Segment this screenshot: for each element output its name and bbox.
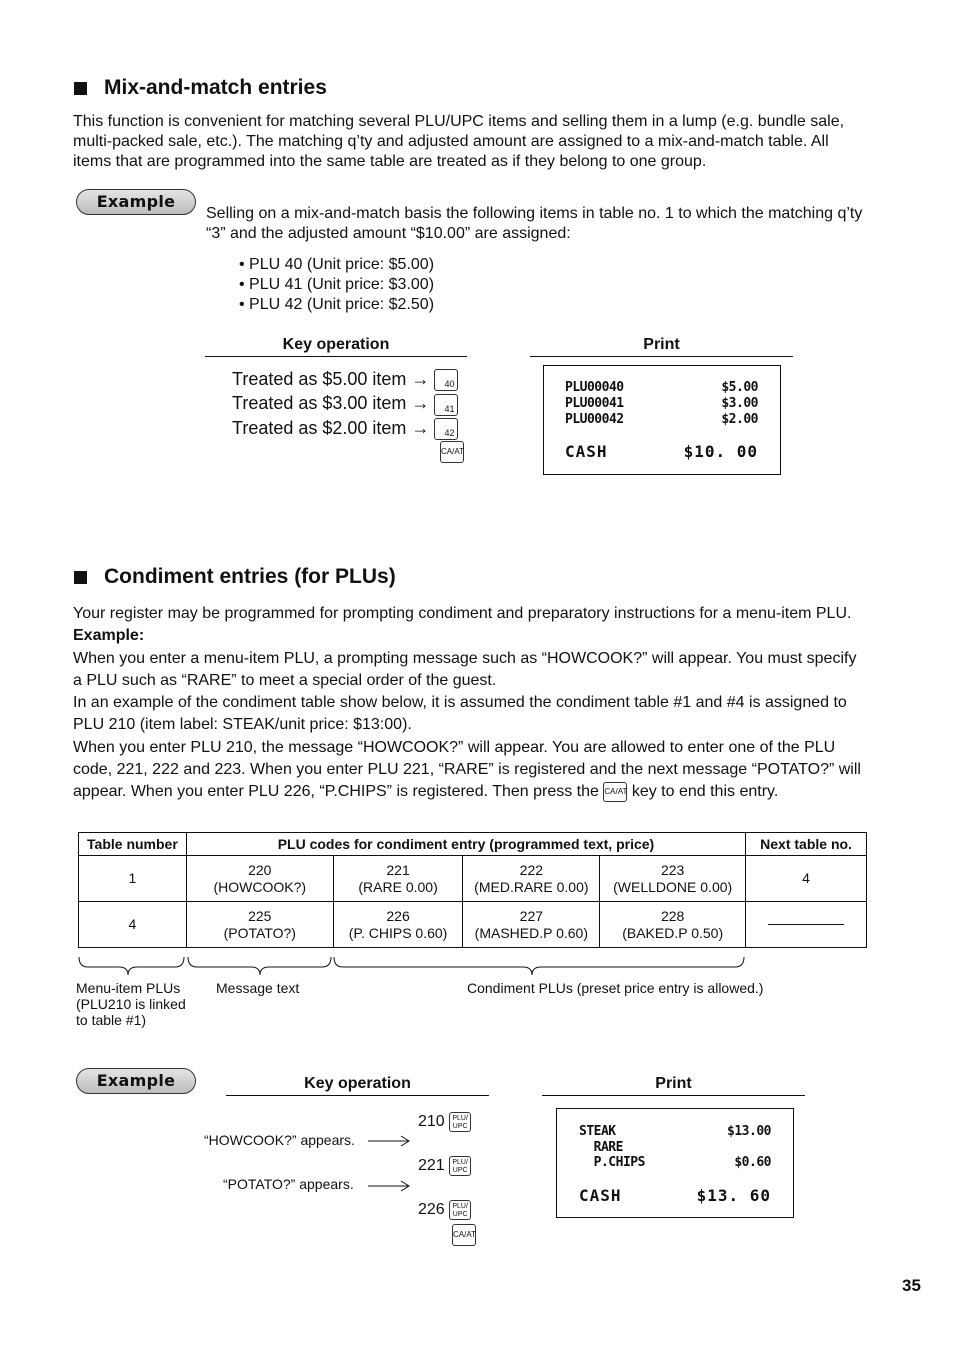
condiment-table: [78, 832, 867, 948]
table-cell-empty-next: [746, 902, 867, 948]
table-cell: 1: [79, 856, 187, 902]
key-entry-221: 221 PLU/ UPC: [418, 1156, 471, 1176]
print-header-2: Print: [542, 1075, 805, 1096]
menu-item-label: Menu-item PLUs (PLU210 is linked to table #1): [76, 980, 186, 1028]
table-cell: 223 (WELLDONE 0.00): [600, 856, 746, 902]
table-cell: 4: [79, 902, 187, 948]
table-header-row: [79, 833, 867, 856]
brace-message: [188, 957, 331, 975]
example-description: Selling on a mix-and-match basis the following items in table no. 1 to which the matching q’ty “3” and the adjusted amount “$10.00” are assigned:: [206, 205, 863, 242]
example-badge: Example: [76, 189, 196, 215]
list-item: • PLU 40 (Unit price: $5.00): [239, 256, 435, 273]
section-heading-condiment: Condiment entries (for PLUs): [74, 565, 396, 589]
key-operation-steps: [232, 367, 458, 440]
brace-condiment: [334, 957, 744, 975]
list-item: • PLU 42 (Unit price: $2.50): [239, 296, 435, 313]
brace-menu-item: [79, 957, 184, 975]
plu-upc-key: PLU/ UPC: [449, 1156, 471, 1176]
key-step: Treated as $5.00 item → 40: [232, 367, 458, 391]
list-item: • PLU 41 (Unit price: $3.00): [239, 276, 435, 293]
page-number: 35: [902, 1276, 921, 1295]
arrow-right-icon: [368, 1134, 412, 1148]
table-cell: 222 (MED.RARE 0.00): [463, 856, 600, 902]
plu-key-42: 42: [434, 418, 458, 440]
table-cell: 4: [746, 856, 867, 902]
prompt-potato: “POTATO?” appears.: [223, 1176, 354, 1192]
braces-annotation: [76, 955, 756, 979]
key-entry-226: 226 PLU/ UPC: [418, 1200, 471, 1220]
key-step: Treated as $2.00 item → 42: [232, 416, 458, 440]
arrow-right-icon: →: [411, 393, 430, 414]
print-header: Print: [530, 336, 793, 357]
receipt-mix-match: PLU00040 $5.00 PLU00041 $3.00 PLU00042 $2.00 CASH $10. 00: [543, 365, 781, 475]
arrow-right-icon: [368, 1179, 412, 1193]
table-header: Next table no.: [746, 833, 867, 856]
square-bullet-icon: [74, 82, 87, 95]
square-bullet-icon: [74, 571, 87, 584]
mix-match-intro: This function is convenient for matching several PLU/UPC items and selling them in a lump (e.g. bundle sale, multi-packed sale, etc.). The matching q’ty and adjusted amount are assigned to a mix-and-match table. All items that are programmed into the same table are treated as if they belong to one group.: [73, 113, 845, 170]
condiment-plus-label: Condiment PLUs (preset price entry is allowed.): [467, 980, 764, 996]
plu-upc-key: PLU/ UPC: [449, 1112, 471, 1132]
table-cell: 228 (BAKED.P 0.50): [600, 902, 746, 948]
cash-key-inline: CA/AT: [603, 782, 627, 802]
key-step: Treated as $3.00 item → 41: [232, 391, 458, 415]
table-header: PLU codes for condiment entry (programmed text, price): [186, 833, 745, 856]
arrow-right-icon: →: [411, 369, 430, 389]
table-cell: 221 (RARE 0.00): [333, 856, 463, 902]
table-header: Table number: [79, 833, 187, 856]
example-badge-2: Example: [76, 1068, 196, 1094]
section-heading-mix-and-match: Mix-and-match entries: [74, 76, 327, 100]
message-text-label: Message text: [216, 980, 300, 996]
item-bullet-list: [239, 255, 434, 315]
key-operation-header: Key operation: [205, 336, 467, 357]
plu-upc-key: PLU/ UPC: [449, 1200, 471, 1220]
condiment-description: Your register may be programmed for prompting condiment and preparatory instructions for a menu-item PLU. Example: When you enter a menu-item PLU, a prompting message such as “HOWCOOK?” will appear. You must specify a PLU such as “RARE” to meet a special order of the guest. In an example of the condiment table show below, it is assumed the condiment table #1 and #4 is assigned to PLU 210 (item label: STEAK/unit price: $13:00). When you enter PLU 210, the message “HOWCOOK?” will appear. You are allowed to enter one of the PLU code, 221, 222 and 223. When you enter PLU 221, “RARE” is registered and the next message “POTATO?” will appear. When you enter PLU 226, “P.CHIPS” is registered. Then press the CA/AT key to end this entry.: [73, 605, 861, 801]
prompt-howcook: “HOWCOOK?” appears.: [204, 1132, 355, 1148]
table-cell: 220 (HOWCOOK?): [186, 856, 333, 902]
table-row: [79, 856, 867, 902]
dash-line: [768, 924, 844, 925]
cash-key: CA/AT: [440, 441, 464, 463]
key-entry-210: 210 PLU/ UPC: [418, 1112, 471, 1132]
cash-key: CA/AT: [452, 1224, 476, 1246]
plu-key-41: 41: [434, 394, 458, 416]
table-row: [79, 902, 867, 948]
table-cell: 225 (POTATO?): [186, 902, 333, 948]
arrow-right-icon: →: [411, 417, 430, 438]
receipt-condiment: STEAK $13.00 RARE P.CHIPS $0.60 CASH $13. 60: [556, 1108, 794, 1218]
table-cell: 227 (MASHED.P 0.60): [463, 902, 600, 948]
table-cell: 226 (P. CHIPS 0.60): [333, 902, 463, 948]
plu-key-40: 40: [434, 369, 458, 391]
key-operation-header-2: Key operation: [226, 1075, 489, 1096]
